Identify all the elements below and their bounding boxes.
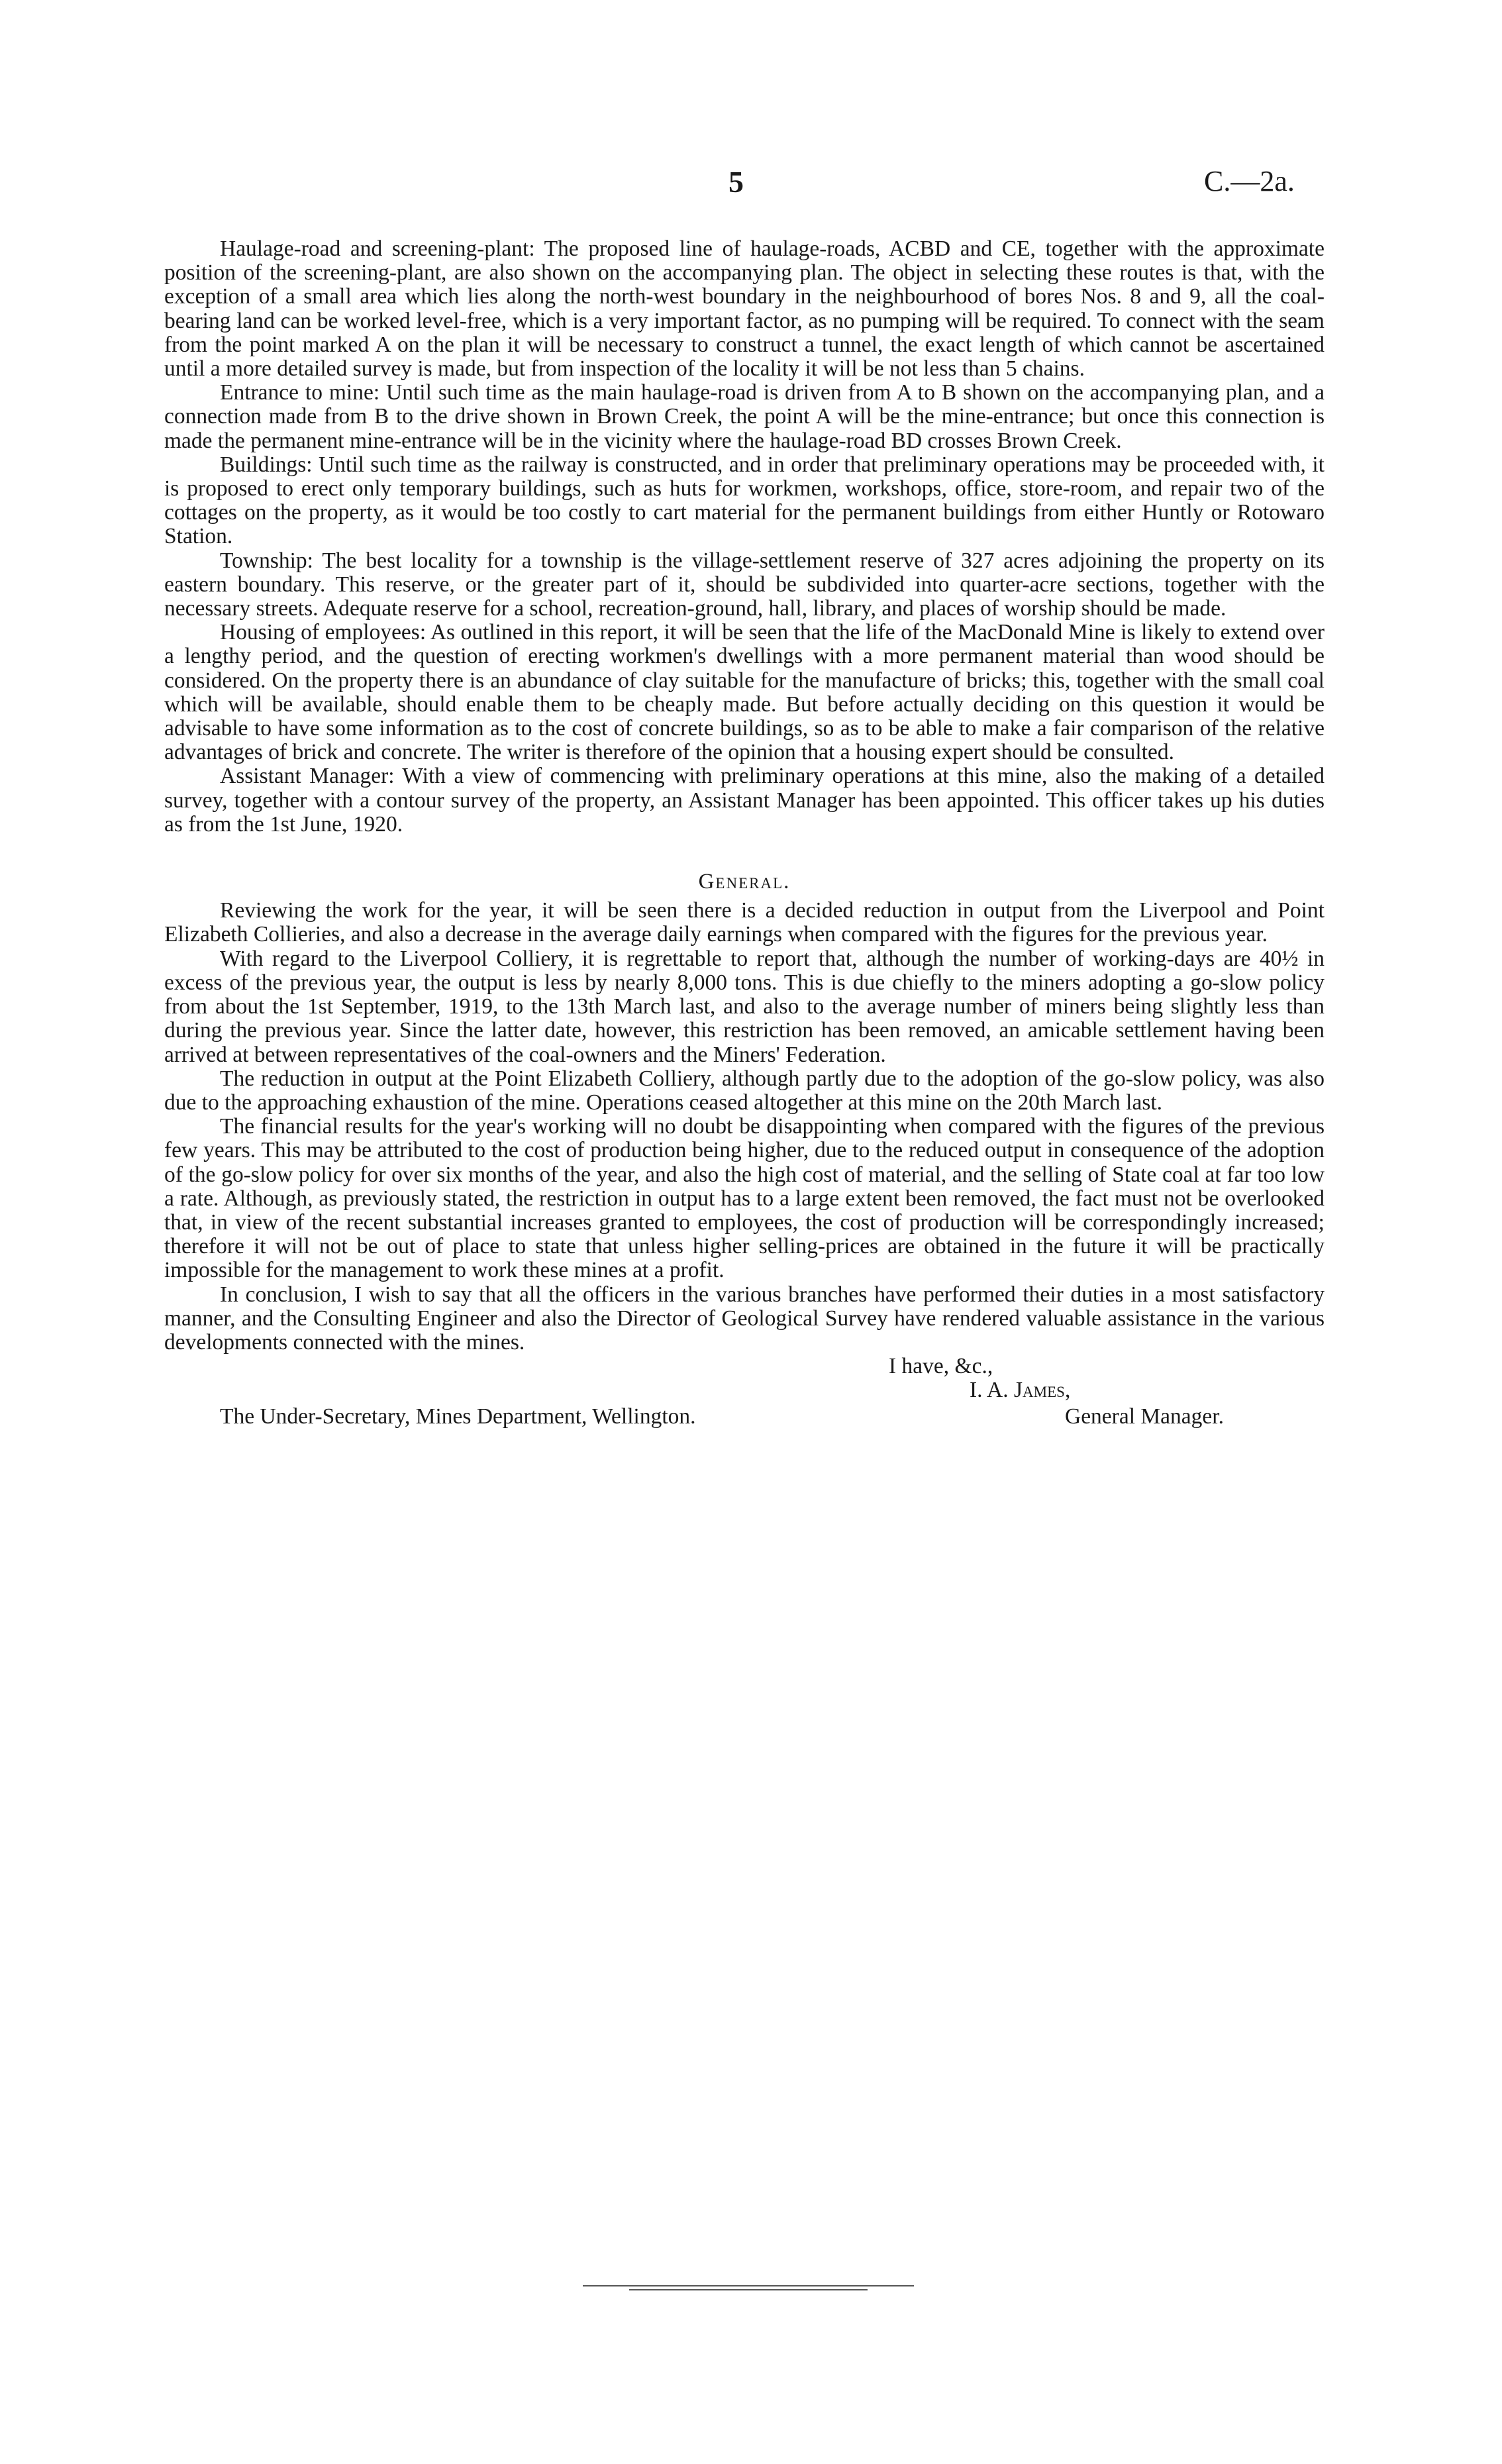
paragraph-liverpool-colliery: With regard to the Liverpool Colliery, it is regrettable to report that, although the number of working-days are 40½ in excess of the previous year, the output is less by nearly 8,000 tons. This is due chiefly to the miners adopting a go-slow policy from about the 1st September, 1919, to the 13th March last, and also to the average number of miners being slightly less than during the previous year. Since the latter date, however, this restriction has been removed, an amicable settlement having been arrived at between representatives of the coal-owners and the Miners' Federation.: [164, 946, 1325, 1067]
end-rule-line-lower: [629, 2289, 868, 2290]
end-rule-line-upper: [583, 2285, 914, 2286]
paragraph-buildings: Buildings: Until such time as the railway is constructed, and in order that preliminary operations may be proceeded with, it is proposed to erect only temporary buildings, such as huts for workmen, workshops, office, store-room, and repair two of the cottages on the property, as it would be too costly to cart material for the permanent buildings from either Huntly or Rotowaro Station.: [164, 452, 1325, 549]
end-rule-divider: [583, 2285, 914, 2292]
paragraph-conclusion: In conclusion, I wish to say that all the officers in the various branches have performed their duties in a most satisfactory manner, and the Consulting Engineer and also the Director of Geological Survey have rendered valuable assistance in the various developments connected with the mines.: [164, 1282, 1325, 1355]
paragraph-entrance-to-mine: Entrance to mine: Until such time as the main haulage-road is driven from A to B shown on the accompanying plan, and a connection made from B to the drive shown in Brown Creek, the point A will be the mine-entrance; but once this connection is made the permanent mine-entrance will be in the vicinity where the haulage-road BD crosses Brown Creek.: [164, 380, 1325, 453]
signature: I. A. James,: [970, 1378, 1071, 1403]
paragraph-financial-results: The financial results for the year's working will no doubt be disappointing when compared with the figures of the previous few years. This may be attributed to the cost of production being higher, due to the reduced output in consequence of the adoption of the go-slow policy for over six months of the year, and also the high cost of material, and the selling of State coal at far too low a rate. Although, as previously stated, the restriction in output has to a large extent been removed, the fact must not be overlooked that, in view of the recent substantial increases granted to employees, the cost of production will be correspondingly increased; therefore it will not be out of place to state that unless higher selling-prices are obtained in the future it will be practically impossible for the management to work these mines at a profit.: [164, 1114, 1325, 1283]
paragraph-assistant-manager: Assistant Manager: With a view of commencing with preliminary operations at this mine, also the making of a detailed survey, together with a contour survey of the property, an Assistant Manager has been appointed. This officer takes up his duties as from the 1st June, 1920.: [164, 764, 1325, 837]
closing-phrase: I have, &c.,: [889, 1354, 993, 1379]
paragraph-housing: Housing of employees: As outlined in this report, it will be seen that the life of the MacDonald Mine is likely to extend over a lengthy period, and the question of erecting workmen's dwellings with a more permanent material than wood should be considered. On the property there is an abundance of clay suitable for the manufacture of bricks; this, together with the small coal which will be available, should enable them to be cheaply made. But before actually deciding on this question it would be advisable to have some information as to the cost of concrete buildings, so as to be able to make a fair comparison of the relative advantages of brick and concrete. The writer is therefore of the opinion that a housing expert should be consulted.: [164, 620, 1325, 765]
addressee: The Under-Secretary, Mines Department, Wellington.: [220, 1404, 696, 1429]
document-reference: C.—2a.: [1204, 165, 1295, 197]
report-body: [164, 237, 1325, 1434]
paragraph-township: Township: The best locality for a township is the village-settlement reserve of 327 acres adjoining the property on its eastern boundary. This reserve, or the greater part of it, should be subdivided into quarter-acre sections, together with the necessary streets. Adequate reserve for a school, recreation-ground, hall, library, and places of worship should be made.: [164, 548, 1325, 621]
page-number: 5: [728, 165, 744, 199]
paragraph-general-review: Reviewing the work for the year, it will be seen there is a decided reduction in output from the Liverpool and Point Elizabeth Collieries, and also a decrease in the average daily earnings when compared with the figures for the previous year.: [164, 898, 1325, 947]
signoff-block: [164, 1355, 1325, 1434]
signatory-title: General Manager.: [1065, 1404, 1224, 1429]
paragraph-point-elizabeth: The reduction in output at the Point Elizabeth Colliery, although partly due to the adoption of the go-slow policy, was also due to the approaching exhaustion of the mine. Operations ceased altogether at this mine on the 20th March last.: [164, 1066, 1325, 1115]
paragraph-haulage-road: Haulage-road and screening-plant: The proposed line of haulage-roads, ACBD and CE, together with the approximate position of the screening-plant, are also shown on the accompanying plan. The object in selecting these routes is that, with the exception of a small area which lies along the north-west boundary in the neighbourhood of bores Nos. 8 and 9, all the coal-bearing land can be worked level-free, which is a very important factor, as no pumping will be required. To connect with the seam from the point marked A on the plan it will be necessary to construct a tunnel, the exact length of which cannot be ascertained until a more detailed survey is made, but from inspection of the locality it will be not less than 5 chains.: [164, 236, 1325, 382]
section-heading-general: General.: [698, 870, 791, 894]
